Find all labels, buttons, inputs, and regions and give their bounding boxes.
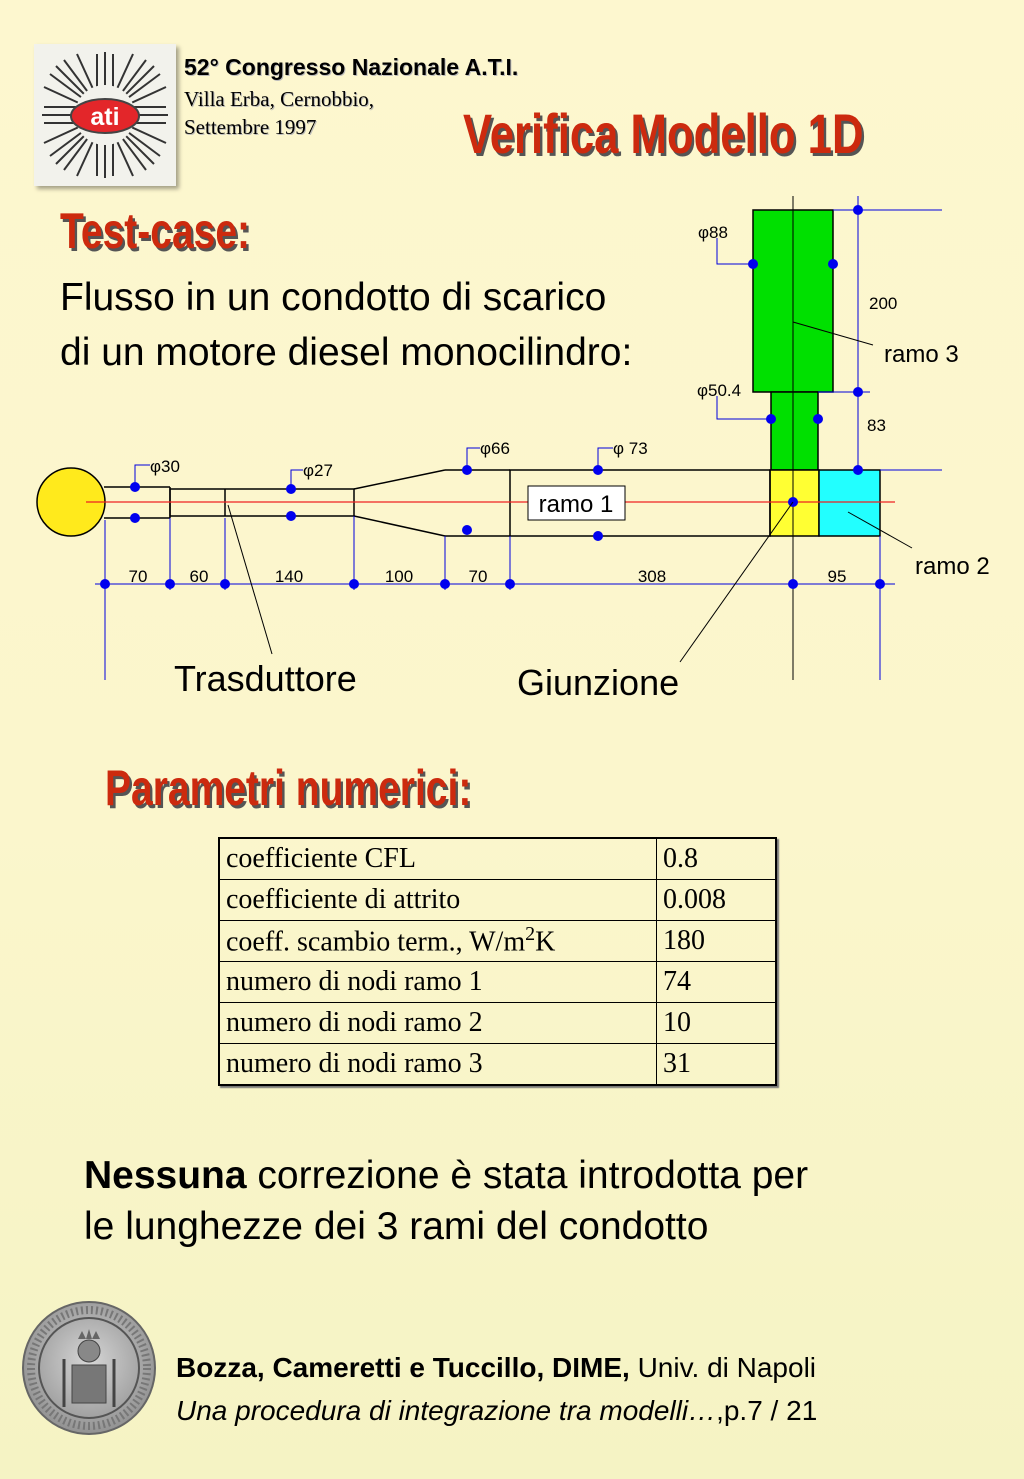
parameter-name: numero di nodi ramo 3 <box>219 1044 657 1086</box>
duct-body <box>37 210 880 536</box>
junction-label: Giunzione <box>517 662 680 703</box>
transducer-label: Trasduttore <box>174 658 357 699</box>
footer-paper <box>176 1395 817 1427</box>
length-label: 140 <box>274 567 304 586</box>
footer-authors <box>176 1352 816 1384</box>
parameters-heading: Parametri numerici: <box>105 760 472 816</box>
table-row <box>219 838 776 880</box>
length-200-label: 200 <box>869 294 898 313</box>
parameter-value: 10 <box>657 1003 777 1044</box>
footer-page-number: ,p.7 / 21 <box>716 1395 818 1426</box>
table-row <box>219 1003 776 1044</box>
note-line1 <box>84 1150 808 1201</box>
diameter-27-label: φ27 <box>303 461 333 480</box>
table-row <box>219 962 776 1003</box>
length-label: 70 <box>128 567 148 586</box>
ramo1-label: ramo 1 <box>538 491 614 518</box>
length-label: 70 <box>468 567 488 586</box>
length-83-label: 83 <box>867 416 886 435</box>
conference-location: Villa Erba, Cernobbio, <box>184 87 375 111</box>
diameter-88-label: φ88 <box>698 223 728 242</box>
table-row <box>219 880 776 921</box>
parameter-value: 74 <box>657 962 777 1003</box>
conference-date: Settembre 1997 <box>184 115 317 139</box>
parameter-value: 0.8 <box>657 838 777 880</box>
university-seal <box>20 1299 158 1437</box>
diffuser-top <box>354 470 445 489</box>
parameter-name <box>219 921 657 962</box>
parameter-name: coefficiente CFL <box>219 838 657 880</box>
length-label: 100 <box>384 567 414 586</box>
parameter-value: 180 <box>657 921 777 962</box>
diffuser-bottom <box>354 516 445 536</box>
parameter-name-text: coeff. scambio term., W/m <box>226 926 526 958</box>
footer-authors-names: Bozza, Cameretti e Tuccillo, DIME, <box>176 1352 630 1383</box>
ramo2-label: ramo 2 <box>915 553 990 580</box>
footer-university: Univ. di Napoli <box>629 1352 817 1383</box>
conclusion-note <box>84 1150 808 1252</box>
table-row <box>219 921 776 962</box>
parameter-value: 0.008 <box>657 880 777 921</box>
test-case-description-line2: di un motore diesel monocilindro: <box>60 331 633 374</box>
test-case-heading: Test-case: <box>60 203 251 259</box>
ramo3-lower-pipe <box>771 392 818 470</box>
parameter-name-superscript: 2 <box>525 923 536 946</box>
ramo3-label: ramo 3 <box>884 341 959 368</box>
note-emphasis: Nessuna <box>84 1154 247 1197</box>
diameter-73-label: φ 73 <box>613 439 648 458</box>
conference-title: 52° Congresso Nazionale A.T.I. <box>184 54 519 80</box>
table-row <box>219 1044 776 1086</box>
university-seal-icon <box>20 1299 158 1437</box>
ati-logo-text: ati <box>90 103 120 131</box>
footer-paper-title: Una procedura di integrazione tra modelli… <box>176 1395 717 1426</box>
note-line2: le lunghezze dei 3 rami del condotto <box>84 1205 709 1248</box>
parameter-name: coefficiente di attrito <box>219 880 657 921</box>
parameter-value: 31 <box>657 1044 777 1086</box>
slide-title: Verifica Modello 1D <box>463 102 864 165</box>
diameter-66-label: φ66 <box>480 439 510 458</box>
length-label: 60 <box>189 567 209 586</box>
diameter-30-label: φ30 <box>150 457 180 476</box>
diameter-50-4-label: φ50.4 <box>697 381 742 400</box>
length-label: 308 <box>637 567 667 586</box>
parameters-table <box>218 837 777 1086</box>
parameter-name-suffix: K <box>535 926 556 958</box>
parameter-name: numero di nodi ramo 2 <box>219 1003 657 1044</box>
parameter-name: numero di nodi ramo 1 <box>219 962 657 1003</box>
test-case-description-line1: Flusso in un condotto di scarico <box>60 276 607 319</box>
ramo2-block <box>819 470 880 536</box>
note-text: correzione è stata introdotta per <box>246 1154 809 1197</box>
length-label: 95 <box>827 567 847 586</box>
